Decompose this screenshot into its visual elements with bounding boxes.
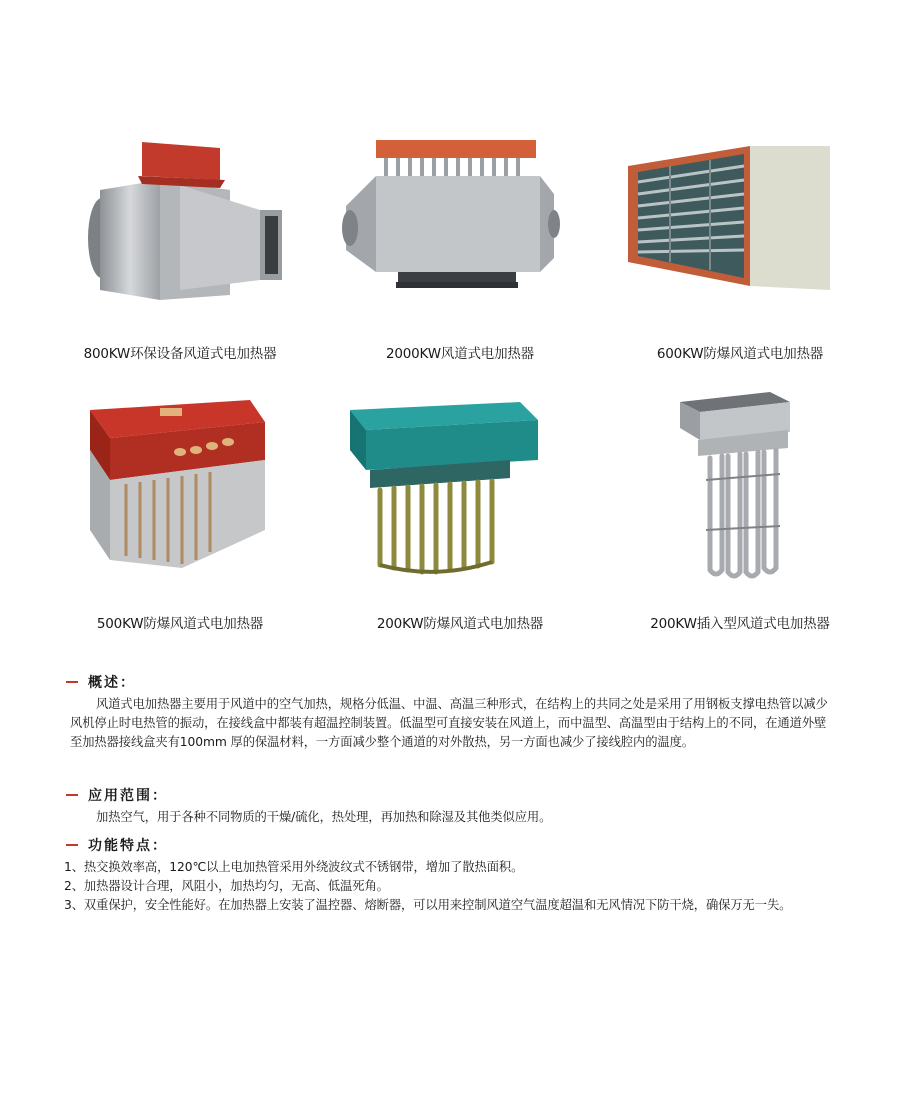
- duct-heater-2000kw-image: [340, 110, 580, 320]
- duct-heater-500kw-image: [60, 380, 300, 590]
- product-card: [320, 380, 600, 650]
- feature-item: 1、热交换效率高，120℃以上电加热管采用外绕波纹式不锈钢带，增加了散热面积。: [64, 860, 524, 874]
- product-caption: 200KW防爆风道式电加热器: [376, 616, 544, 632]
- duct-heater-800kw-image: [60, 110, 300, 320]
- overview-section: [66, 673, 836, 752]
- duct-heater-600kw-image: [620, 110, 860, 320]
- features-heading: [66, 836, 836, 854]
- features-title: 功能特点：: [88, 838, 168, 854]
- applications-title: 应用范围：: [88, 788, 168, 804]
- heading-dash-icon: [66, 794, 78, 796]
- overview-title: 概述：: [88, 675, 136, 691]
- applications-section: [66, 786, 836, 827]
- feature-item: 3、双重保护，安全性能好。在加热器上安装了温控器、熔断器，可以用来控制风道空气温度超温和无风情况下防干烧，确保万无一失。: [64, 898, 792, 912]
- duct-heater-200kw-insertion-image: [620, 380, 860, 590]
- heading-dash-icon: [66, 681, 78, 683]
- product-caption: 200KW插入型风道式电加热器: [650, 616, 830, 632]
- features-section: [66, 836, 836, 915]
- product-caption: 600KW防爆风道式电加热器: [656, 346, 824, 362]
- feature-item: 2、加热器设计合理，风阻小，加热均匀，无高、低温死角。: [64, 879, 389, 893]
- product-card: [600, 380, 880, 650]
- overview-heading: [66, 673, 836, 691]
- product-caption: 2000KW风道式电加热器: [386, 346, 534, 362]
- product-card: [40, 110, 320, 380]
- product-card: [320, 110, 600, 380]
- product-card: [600, 110, 880, 380]
- product-card: [40, 380, 320, 650]
- product-gallery: [40, 110, 880, 650]
- overview-body: 风道式电加热器主要用于风道中的空气加热，规格分低温、中温、高温三种形式，在结构上的共同之处是采用了用钢板支撑电热管以减少风机停止时电热管的振动，在接线盒中都装有超温控制装置。低温型可直接安装在风道上，而中温型、高温型由于结构上的不同，在通道外壁至加热器接线盒夹有100mm 厚的保温材料，一方面减少整个通道的对外散热，另一方面也减少了接线腔内的温度。: [70, 697, 828, 749]
- duct-heater-200kw-explosion-proof-image: [340, 380, 580, 590]
- applications-body: 加热空气，用于各种不同物质的干燥/硫化，热处理，再加热和除湿及其他类似应用。: [96, 810, 552, 824]
- heading-dash-icon: [66, 844, 78, 846]
- features-list: [64, 858, 836, 915]
- applications-heading: [66, 786, 836, 804]
- product-caption: 500KW防爆风道式电加热器: [96, 616, 264, 632]
- product-caption: 800KW环保设备风道式电加热器: [83, 346, 277, 362]
